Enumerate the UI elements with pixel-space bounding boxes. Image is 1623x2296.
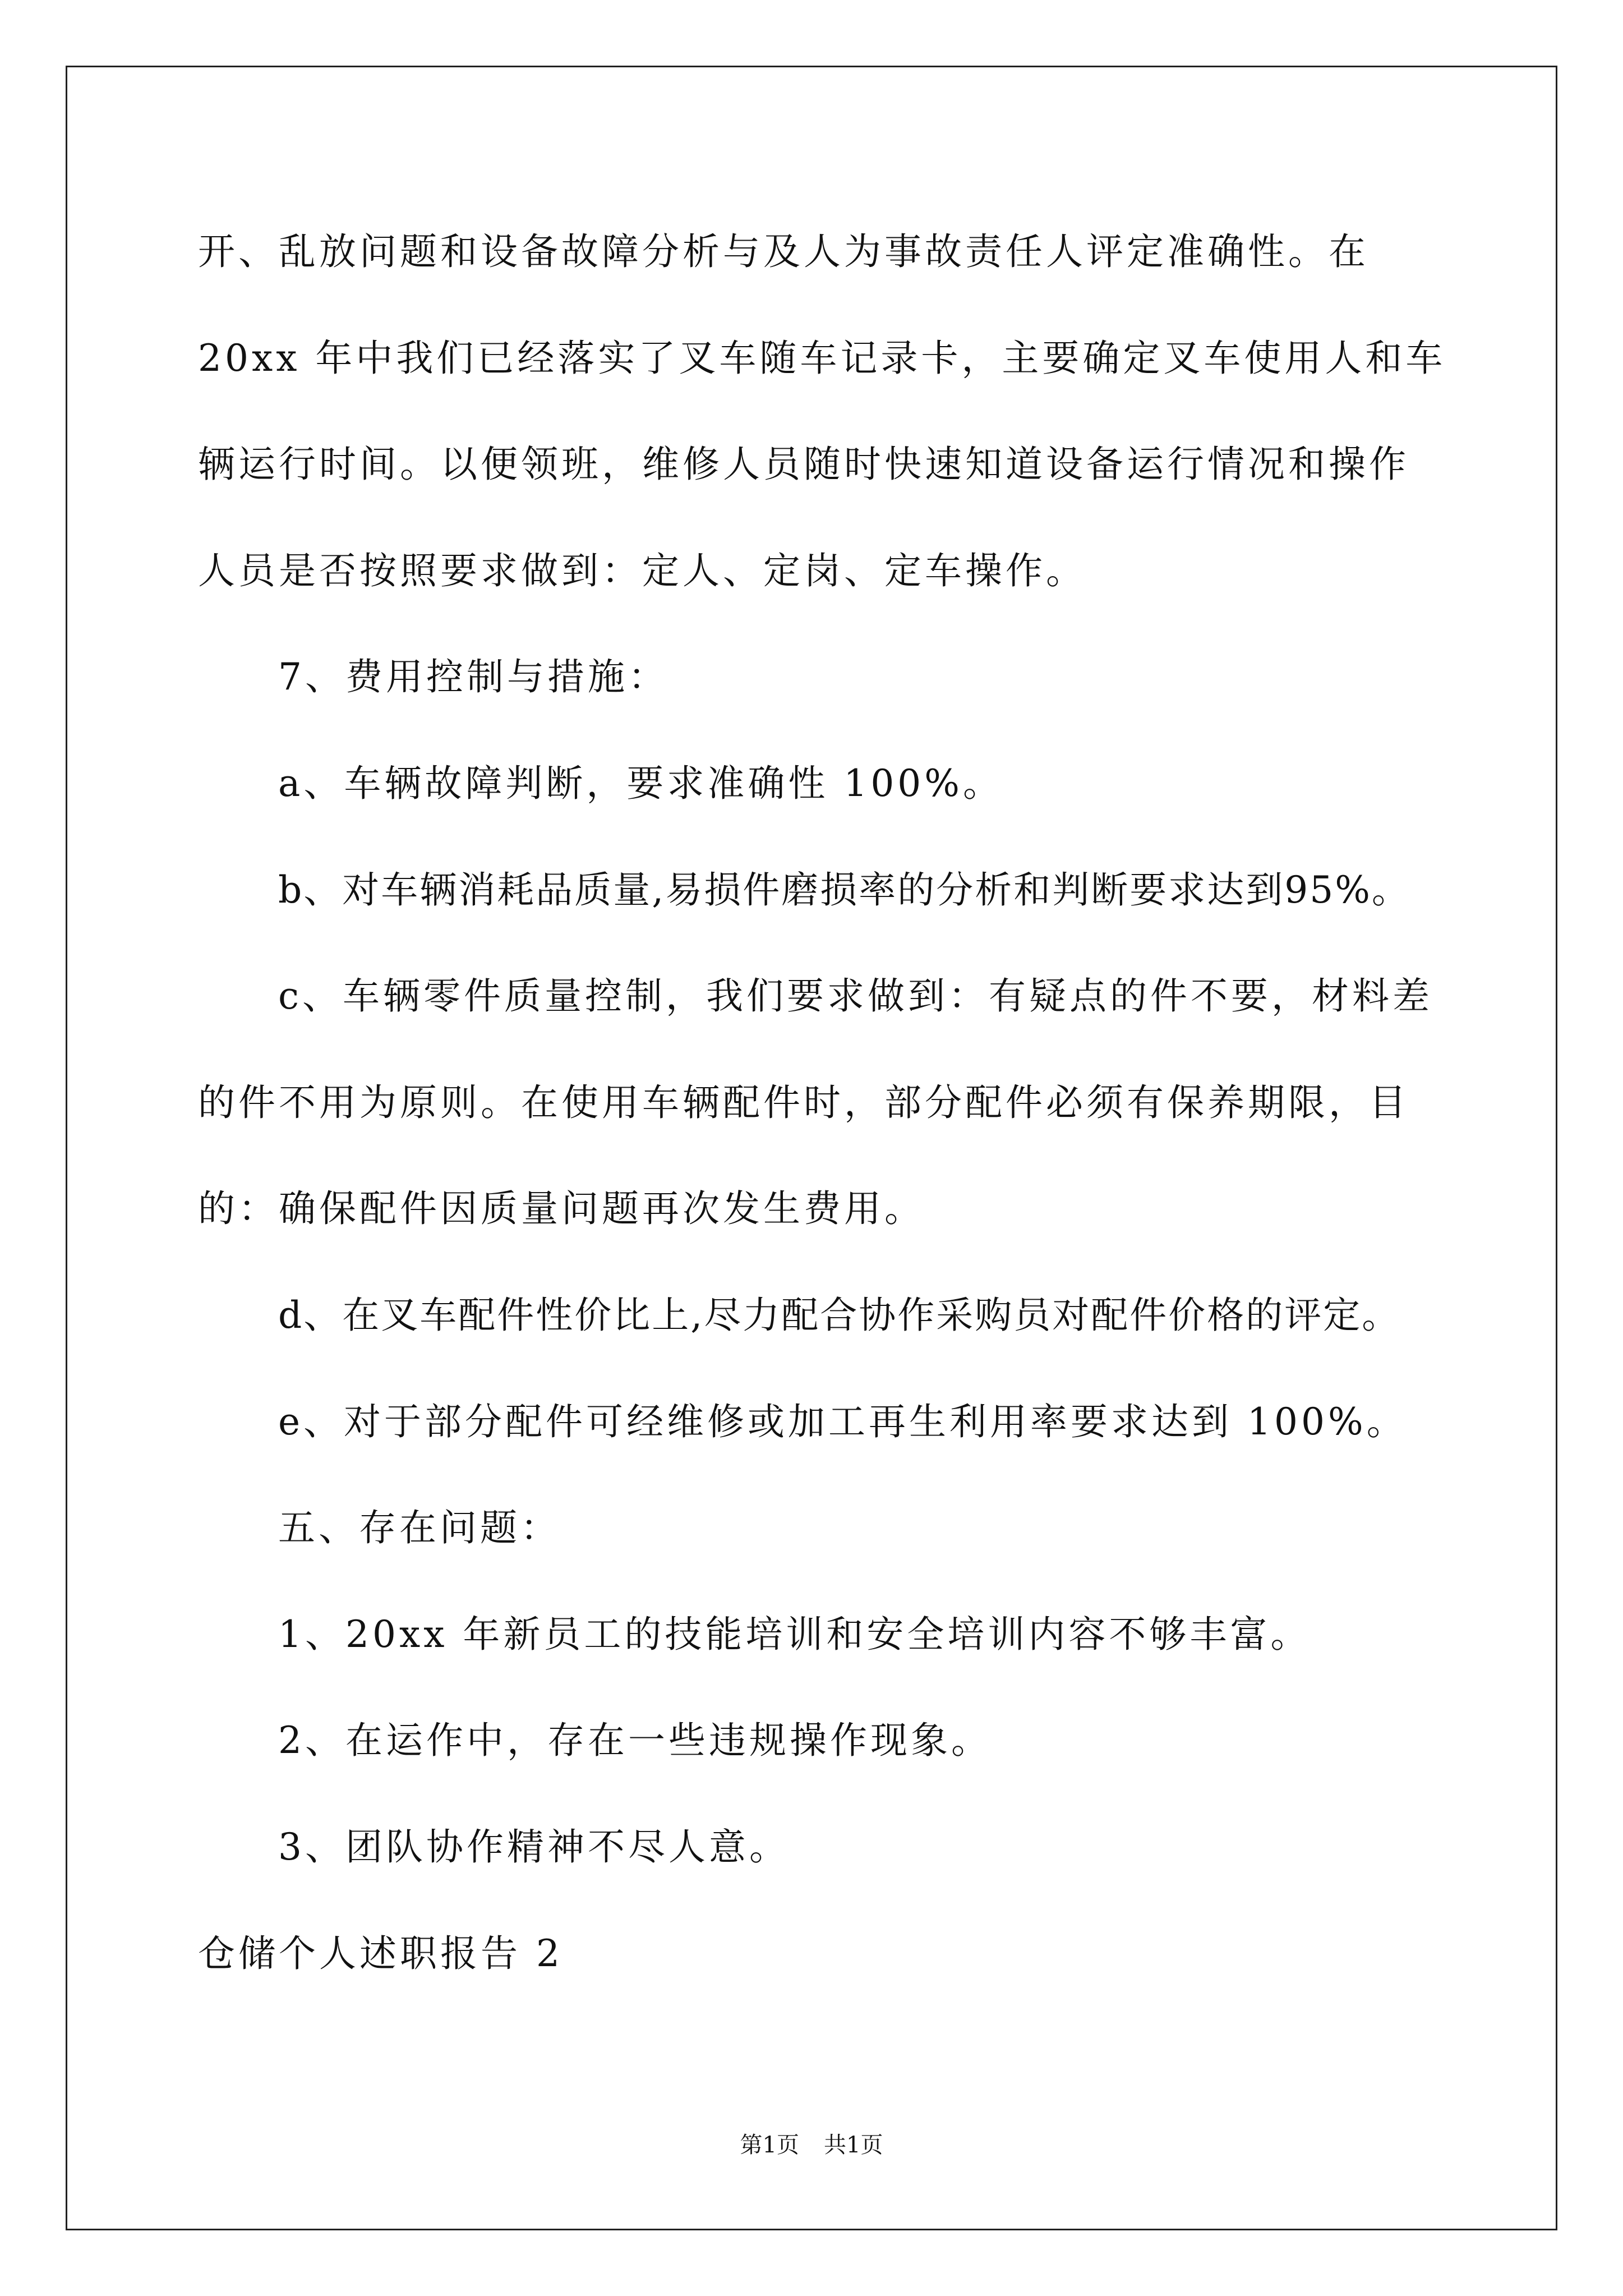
page-number-total: 共1页	[824, 2132, 883, 2158]
list-item: 1、20xx 年新员工的技能培训和安全培训内容不够丰富。	[278, 1612, 1311, 1656]
page-number-current: 第1页	[740, 2132, 799, 2158]
list-item: 2、在运作中，存在一些违规操作现象。	[278, 1719, 992, 1763]
section-heading-cost-control: 7、费用控制与措施：	[278, 655, 668, 699]
paragraph-line: 20xx 年中我们已经落实了叉车随车记录卡，主要确定叉车使用人和车	[198, 336, 1446, 380]
list-item: c、车辆零件质量控制，我们要求做到：有疑点的件不要，材料差	[278, 974, 1433, 1018]
paragraph-line: 辆运行时间。以便领班，维修人员随时快速知道设备运行情况和操作	[198, 443, 1409, 486]
paragraph-line: 的件不用为原则。在使用车辆配件时，部分配件必须有保养期限，目	[198, 1080, 1409, 1124]
paragraph-line: 的：确保配件因质量问题再次发生费用。	[198, 1187, 925, 1231]
section-heading-problems: 五、存在问题：	[278, 1506, 561, 1550]
list-item: a、车辆故障判断，要求准确性 100%。	[278, 761, 1004, 805]
document-body	[0, 199, 1623, 2007]
report-title: 仓储个人述职报告 2	[198, 1931, 563, 1975]
paragraph-line: 开、乱放问题和设备故障分析与及人为事故责任人评定准确性。在	[198, 230, 1369, 273]
list-item: d、在叉车配件性价比上,尽力配合协作采购员对配件价格的评定。	[278, 1293, 1401, 1337]
page-footer	[0, 2128, 1623, 2162]
list-item: b、对车辆消耗品质量,易损件磨损率的分析和判断要求达到95%。	[278, 868, 1410, 912]
list-item: e、对于部分配件可经维修或加工再生利用率要求达到 100%。	[278, 1400, 1407, 1443]
paragraph-line: 人员是否按照要求做到：定人、定岗、定车操作。	[198, 549, 1086, 592]
list-item: 3、团队协作精神不尽人意。	[278, 1825, 790, 1869]
